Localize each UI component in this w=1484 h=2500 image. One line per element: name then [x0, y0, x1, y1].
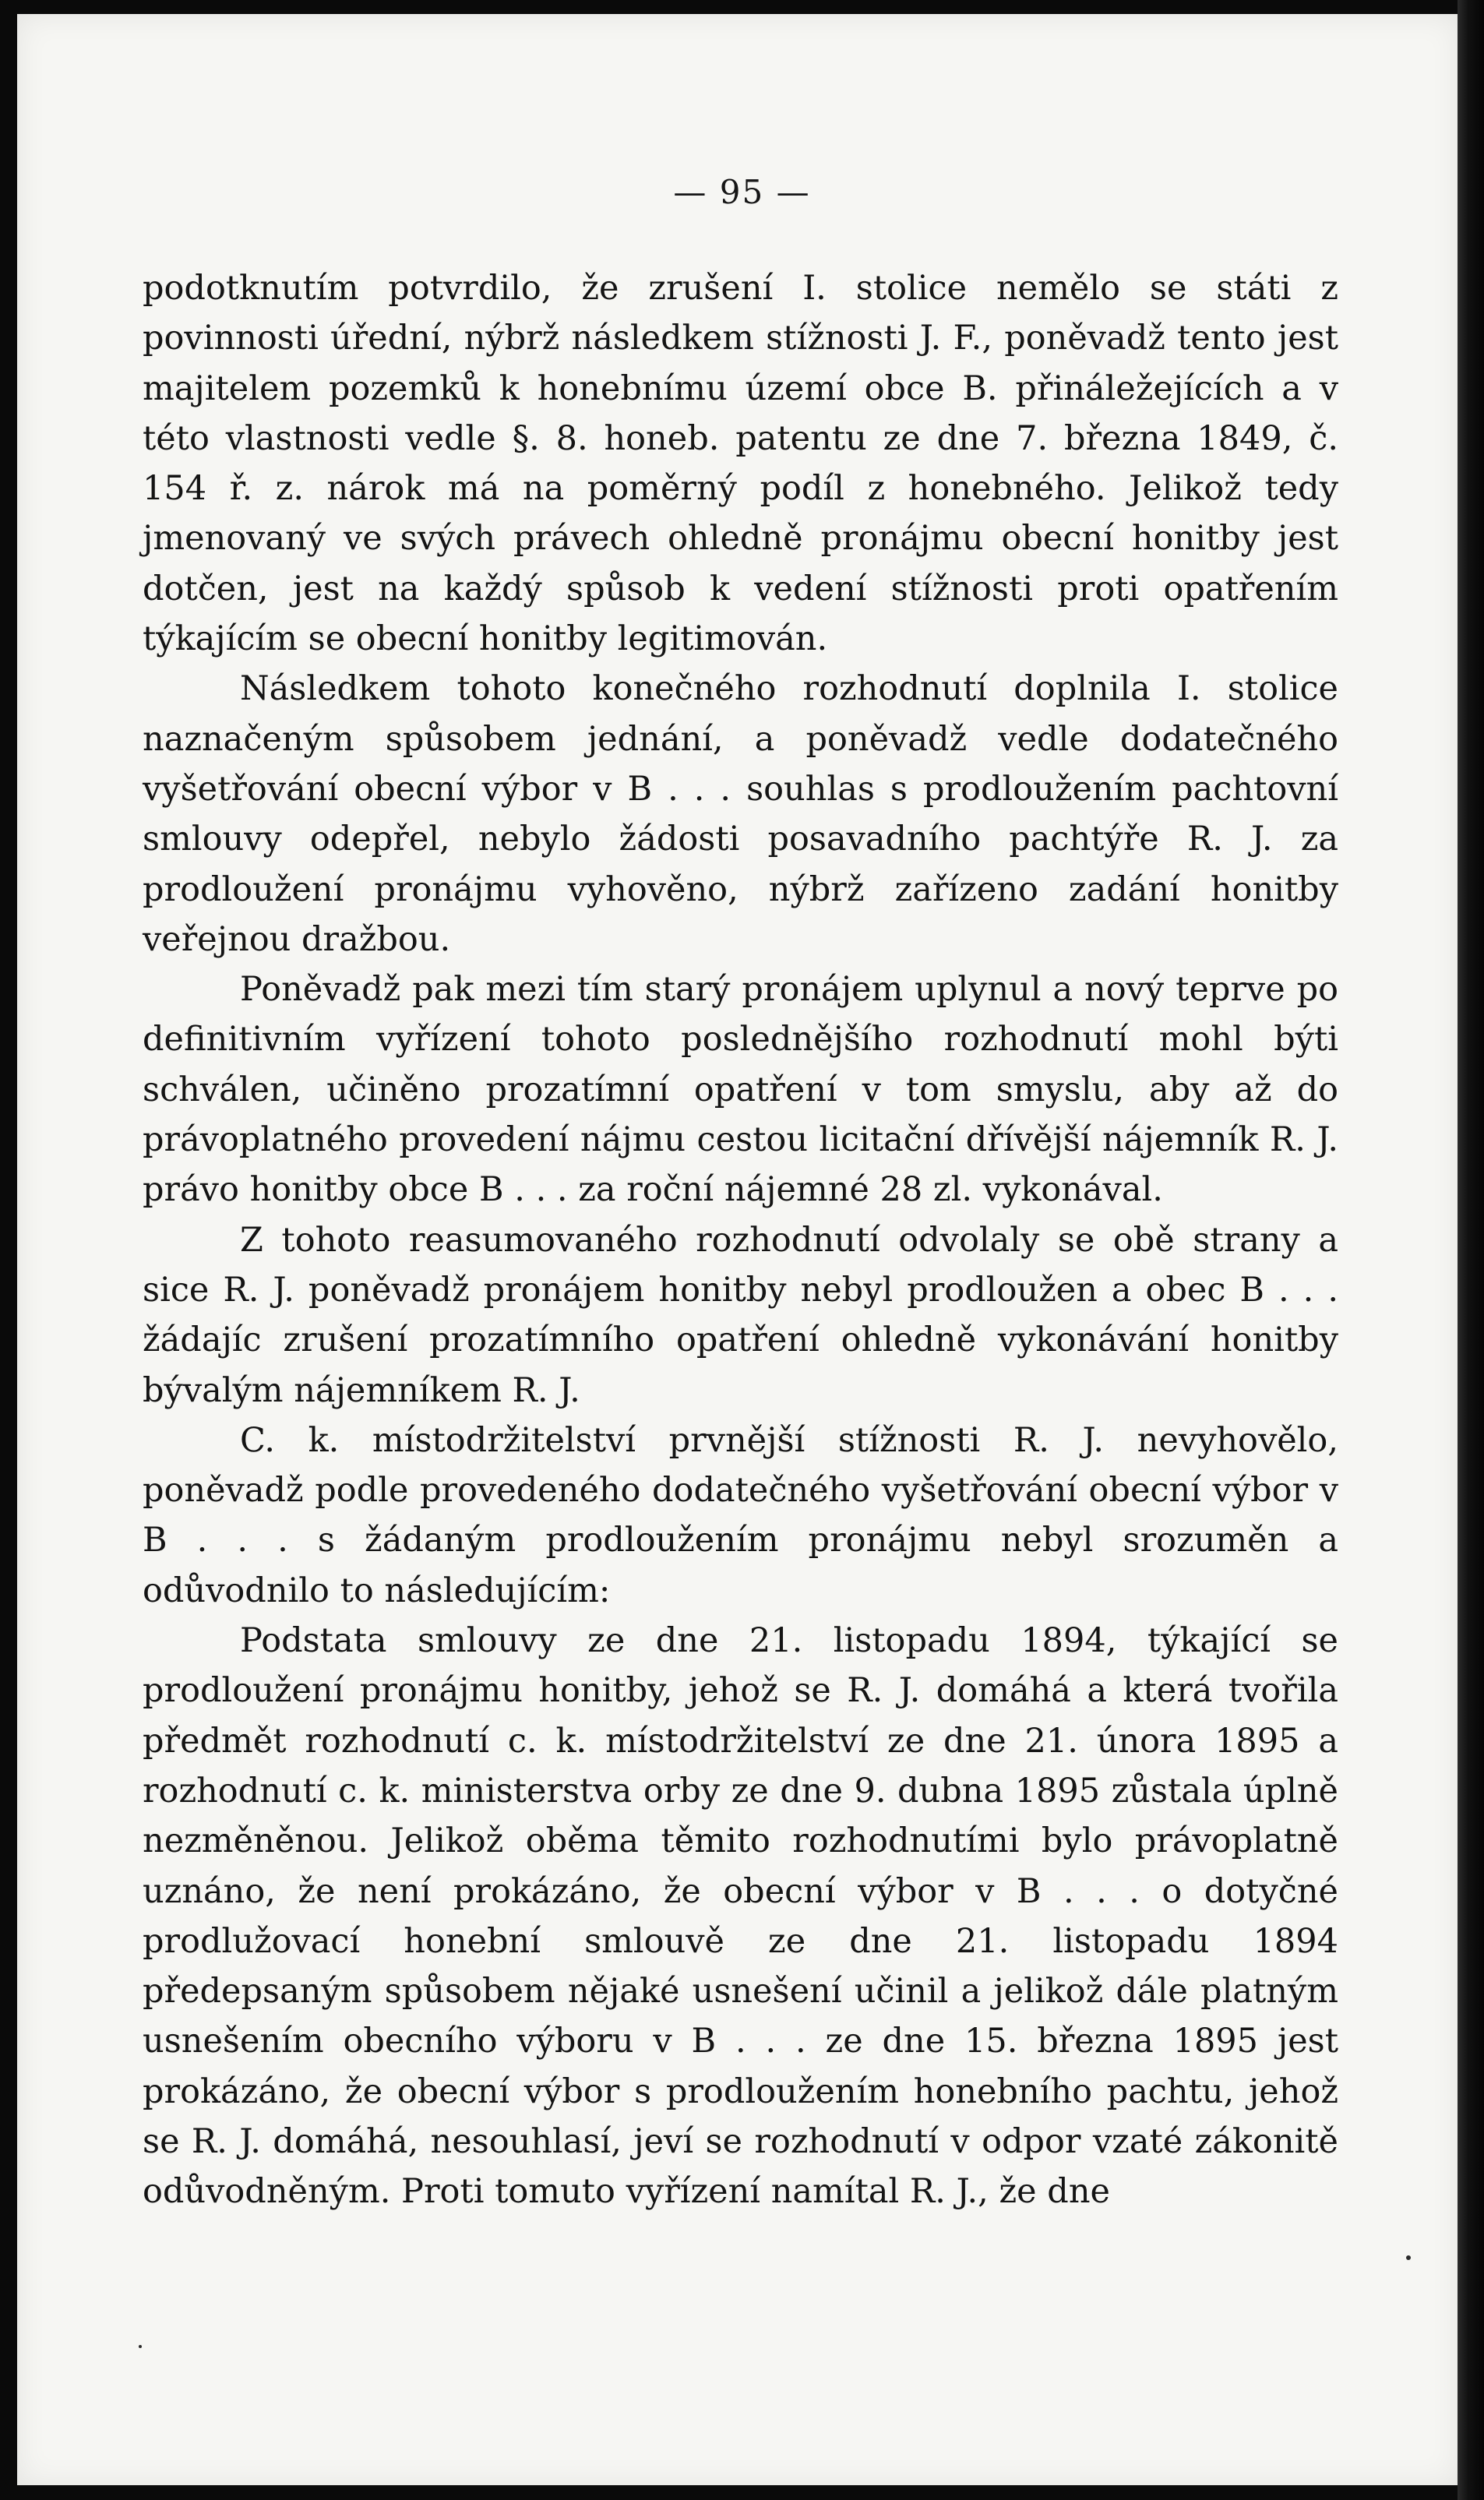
- paragraph-1: podotknutím potvrdilo, že zrušení I. stolice nemělo se státi z povinnosti úřední, nýbrž následkem stížnosti J. F., poněvadž tento jest majitelem pozemků k honebnímu území obce B. přináležejících a v této vlastnosti vedle §. 8. honeb. patentu ze dne 7. března 1849, č. 154 ř. z. nárok má na poměrný podíl z honebného. Jelikož tedy jmenovaný ve svých právech ohledně pronájmu obecní honitby jest dotčen, jest na každý spůsob k vedení stížnosti proti opatřením týkajícím se obecní honitby legitimován.: [143, 269, 1338, 659]
- paragraph-4: Z tohoto reasumovaného rozhodnutí odvolaly se obě strany a sice R. J. poněvadž pronájem honitby nebyl prodloužen a obec B . . . žádajíc zrušení prozatímního opatření ohledně vykonávání honitby bývalým nájemníkem R. J.: [143, 1220, 1338, 1410]
- body-text: [143, 263, 1338, 2217]
- ink-speck: [1406, 2255, 1411, 2260]
- binding-edge: [1458, 0, 1484, 2500]
- paragraph-2: Následkem tohoto konečného rozhodnutí doplnila I. stolice naznačeným spůsobem jednání, a poněvadž vedle dodatečného vyšetřování obecní výbor v B . . . souhlas s prodloužením pachtovní smlouvy odepřel, nebylo žádosti posavadního pachtýře R. J. za prodloužení pronájmu vyhověno, nýbrž zařízeno zadání honitby veřejnou dražbou.: [143, 669, 1338, 959]
- paragraph-5: C. k. místodržitelství prvnější stížnosti R. J. nevyhovělo, poněvadž podle provedeného dodatečného vyšetřování obecní výbor v B . . . s žádaným prodloužením pronájmu nebyl srozuměn a odůvodnilo to následujícím:: [143, 1420, 1338, 1610]
- page-number: — 95 —: [673, 173, 811, 211]
- ink-speck: [139, 2345, 142, 2348]
- paragraph-6: Podstata smlouvy ze dne 21. listopadu 1894, týkající se prodloužení pronájmu honitby, jehož se R. J. domáhá a která tvořila předmět rozhodnutí c. k. místodržitelství ze dne 21. února 1895 a rozhodnutí c. k. ministerstva orby ze dne 9. dubna 1895 zůstala úplně nezměněnou. Jelikož oběma těmito rozhodnutími bylo právoplatně uznáno, že není prokázáno, že obecní výbor v B . . . o dotyčné prodlužovací honební smlouvě ze dne 21. listopadu 1894 předepsaným spůsobem nějaké usnešení učinil a jelikož dále platným usnešením obecního výboru v B . . . ze dne 15. března 1895 jest prokázáno, že obecní výbor s prodloužením honebního pachtu, jehož se R. J. domáhá, nesouhlasí, jeví se rozhodnutí v odpor vzaté zákonitě odůvodněným. Proti tomuto vyřízení namítal R. J., že dne: [143, 1621, 1338, 2212]
- paragraph-3: Poněvadž pak mezi tím starý pronájem uplynul a nový teprve po definitivním vyřízení tohoto poslednějšího rozhodnutí mohl býti schválen, učiněno prozatímní opatření v tom smyslu, aby až do právoplatného provedení nájmu cestou licitační dřívější nájemník R. J. právo honitby obce B . . . za roční nájemné 28 zl. vykonával.: [143, 970, 1338, 1210]
